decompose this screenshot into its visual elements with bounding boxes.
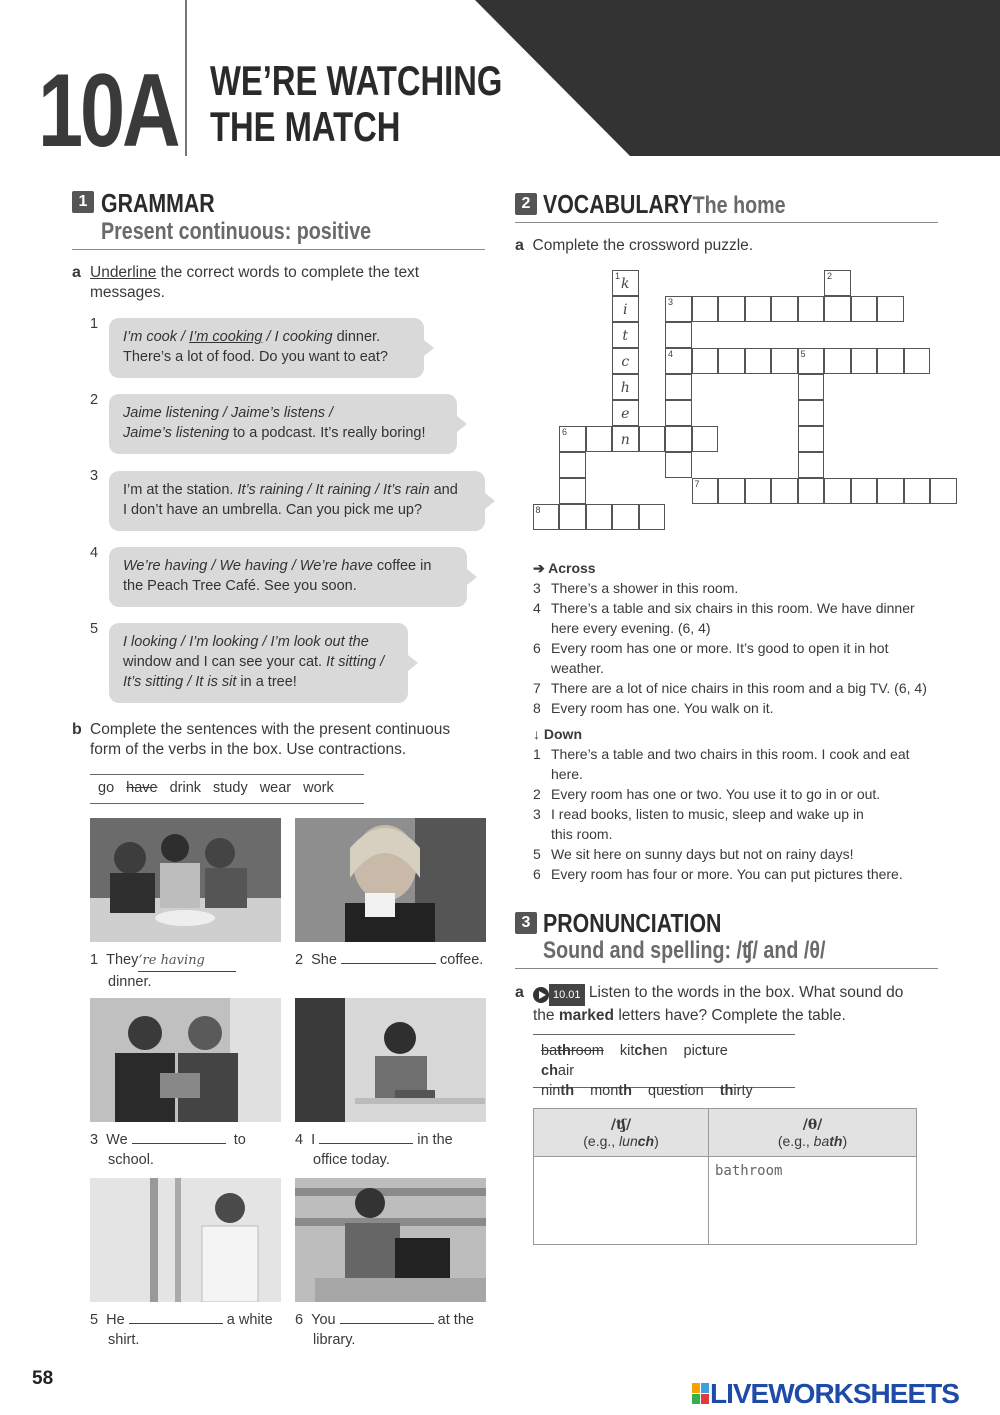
audio-play-button[interactable]: 10.01: [533, 984, 585, 1006]
clue-down: 3 I read books, listen to music, sleep and wake up in this room.: [533, 806, 864, 842]
vocabulary-section-number: 2: [515, 193, 537, 215]
crossword-cell[interactable]: [824, 296, 851, 322]
crossword-cell[interactable]: [798, 296, 825, 322]
crossword-cell[interactable]: [798, 478, 825, 504]
text-message-bubble: I’m at the station. It’s raining / It raining / It’s rain and I don’t have an umbrella. Can you pick me up?: [109, 471, 485, 531]
sound-word: thirty: [719, 1083, 753, 1099]
sound-word: kitchen: [619, 1043, 668, 1059]
message-number: 4: [90, 545, 99, 561]
crossword-letter: e: [621, 406, 630, 422]
crossword-clue-number: 5: [800, 349, 806, 359]
answer-blank[interactable]: [132, 1130, 226, 1144]
crossword-cell[interactable]: [559, 504, 586, 530]
crossword-letter: k: [621, 276, 630, 292]
message-number: 2: [90, 392, 99, 408]
sound-word: month: [590, 1083, 632, 1099]
clue-across: 8 Every room has one. You walk on it.: [533, 700, 774, 716]
crossword-cell[interactable]: [771, 348, 798, 374]
clue-down: 1 There’s a table and two chairs in this room. I cook and eat here.: [533, 746, 910, 782]
crossword-cell[interactable]: [612, 296, 639, 322]
crossword-cell[interactable]: [745, 348, 772, 374]
answer-blank[interactable]: [341, 950, 436, 964]
text-message-bubble: We’re having / We having / We’re have coffee in the Peach Tree Café. See you soon.: [109, 547, 467, 607]
message-number: 3: [90, 468, 99, 484]
verb-word: go: [98, 780, 115, 796]
crossword-clue-number: 2: [827, 271, 833, 281]
crossword-cell[interactable]: [665, 322, 692, 348]
crossword-cell[interactable]: [904, 348, 931, 374]
crossword-cell[interactable]: [718, 348, 745, 374]
page-title: WE’RE WATCHING THE MATCH: [210, 57, 503, 150]
sentence-1: 1 They’re having dinner.: [90, 950, 280, 992]
crossword-cell[interactable]: [798, 452, 825, 478]
crossword-cell[interactable]: [824, 270, 851, 296]
crossword-cell[interactable]: [745, 478, 772, 504]
crossword-cell[interactable]: [851, 296, 878, 322]
crossword-cell[interactable]: [771, 296, 798, 322]
title-divider: [185, 0, 187, 156]
crossword-cell[interactable]: [692, 478, 719, 504]
liveworksheets-logo: LIVEWORKSHEETS: [692, 1378, 959, 1410]
crossword-cell[interactable]: [798, 426, 825, 452]
photo-woman-office: [295, 998, 486, 1122]
crossword-clue-number: 6: [562, 427, 568, 437]
text-message-bubble: Jaime listening / Jaime’s listens / Jaime’s listening to a podcast. It’s really boring!: [109, 394, 457, 454]
crossword-clue-number: 8: [535, 505, 541, 515]
sound-word-box: [533, 1034, 795, 1099]
crossword-cell[interactable]: [586, 426, 613, 452]
crossword-cell[interactable]: [559, 452, 586, 478]
crossword-letter: n: [620, 432, 630, 448]
crossword-letter: c: [621, 354, 630, 370]
sound-table-header-th: /θ/ (e.g., bath): [709, 1109, 917, 1157]
photo-man-white-shirt: [90, 1178, 281, 1302]
answer-blank[interactable]: ’re having: [138, 951, 236, 972]
sound-word: question: [648, 1083, 704, 1099]
text-message-bubble: I looking / I’m looking / I’m look out the window and I can see your cat. It sitting / It’s sitting / It is sit in a tree!: [109, 623, 408, 703]
crossword-cell[interactable]: [930, 478, 957, 504]
grammar-heading: [72, 191, 94, 213]
clues-across: [533, 558, 953, 884]
crossword-clue-number: 4: [668, 349, 674, 359]
crossword-cell[interactable]: [718, 296, 745, 322]
answer-blank[interactable]: [129, 1310, 223, 1324]
sentence-2: 2 She coffee.: [295, 952, 484, 968]
crossword-cell[interactable]: [665, 348, 692, 374]
crossword-cell[interactable]: [798, 348, 825, 374]
page-number: 58: [32, 1368, 54, 1389]
sentence-5: 5 He a white shirt.: [90, 1312, 273, 1348]
crossword-cell[interactable]: [798, 374, 825, 400]
crossword-letter: t: [622, 328, 629, 344]
crossword-letter: i: [623, 302, 628, 318]
sound-table: [533, 1108, 917, 1245]
crossword-cell[interactable]: [877, 478, 904, 504]
clue-across: 6 Every room has one or more. It’s good to open it in hot weather.: [533, 640, 889, 676]
photo-boys-school: [90, 998, 281, 1122]
answer-blank[interactable]: [340, 1310, 434, 1324]
grammar-b-instruction: b Complete the sentences with the present continuous form of the verbs in the box. Use contractions.: [72, 721, 451, 758]
crossword-cell[interactable]: [665, 374, 692, 400]
crossword-cell[interactable]: [665, 426, 692, 452]
crossword-cell[interactable]: [692, 348, 719, 374]
crossword-cell[interactable]: [612, 322, 639, 348]
clue-down: 2 Every room has one or two. You use it to go in or out.: [533, 786, 881, 802]
clue-across: 3 There’s a shower in this room.: [533, 580, 739, 596]
crossword-cell[interactable]: [612, 504, 639, 530]
crossword-clue-number: 3: [668, 297, 674, 307]
answer-blank[interactable]: [319, 1130, 413, 1144]
message-number: 1: [90, 316, 99, 332]
vocabulary-heading: [515, 193, 537, 215]
clue-across: 7 There are a lot of nice chairs in this room and a big TV. (6, 4): [533, 680, 927, 696]
vocabulary-a-instruction: a Complete the crossword puzzle.: [515, 237, 754, 254]
crossword-cell[interactable]: [824, 348, 851, 374]
vocabulary-title: VOCABULARYThe home: [543, 189, 786, 219]
crossword-cell[interactable]: [851, 478, 878, 504]
crossword-cell[interactable]: [586, 504, 613, 530]
sound-word-crossed: bathroom: [541, 1043, 604, 1059]
clue-across: 4 There’s a table and six chairs in this room. We have dinner here every evening. (6, 4): [533, 600, 915, 636]
crossword-cell[interactable]: [851, 348, 878, 374]
verb-word: drink: [169, 780, 202, 796]
crossword-cell[interactable]: [639, 504, 666, 530]
crossword-letter: h: [620, 380, 630, 396]
sound-table-header-ch: /ʧ/ (e.g., lunch): [534, 1109, 709, 1157]
sound-word: ninth: [541, 1083, 575, 1099]
grammar-a-instruction: a Underline the correct words to complete the text messages.: [72, 264, 420, 301]
verb-word: work: [303, 780, 334, 796]
crossword-cell[interactable]: [665, 452, 692, 478]
verb-word: wear: [259, 780, 292, 796]
unit-number: 10A: [38, 53, 178, 169]
across-heading: ➔ Across: [533, 560, 596, 576]
crossword-cell[interactable]: [877, 296, 904, 322]
photo-woman-coffee: [295, 818, 486, 942]
crossword-cell[interactable]: [665, 296, 692, 322]
crossword-clue-number: 7: [694, 479, 700, 489]
crossword-cell[interactable]: [612, 400, 639, 426]
pronunciation-a-instruction: a 10.01 Listen to the words in the box. What sound do the marked letters have? Complete the table.: [515, 984, 904, 1024]
grammar-section-number: 1: [72, 191, 94, 213]
crossword-cell[interactable]: [612, 270, 639, 296]
clue-down: 6 Every room has four or more. You can put pictures there.: [533, 866, 903, 882]
crossword-cell[interactable]: [692, 296, 719, 322]
pronunciation-section-number: 3: [515, 912, 537, 934]
liveworksheets-icon: [692, 1383, 710, 1405]
crossword-cell[interactable]: [824, 478, 851, 504]
pronunciation-title: PRONUNCIATION: [543, 908, 722, 938]
crossword-cell[interactable]: [745, 296, 772, 322]
grammar-subtitle: Present continuous: positive: [101, 218, 372, 245]
down-heading: ↓ Down: [533, 726, 582, 742]
photo-man-library: [295, 1178, 486, 1302]
text-message-bubble: I’m cook / I’m cooking / I cooking dinner. There’s a lot of food. Do you want to eat?: [109, 318, 424, 378]
crossword-cell[interactable]: [559, 426, 586, 452]
crossword-cell[interactable]: [533, 504, 560, 530]
photo-friends-dinner: [90, 818, 281, 942]
sentence-6: 6 You at the library.: [295, 1312, 474, 1348]
grammar-rule: [72, 249, 485, 250]
crossword-clue-number: 1: [615, 271, 621, 281]
crossword-cell[interactable]: [798, 400, 825, 426]
crossword-cell[interactable]: [612, 348, 639, 374]
crossword-cell[interactable]: [692, 426, 719, 452]
verb-box: [90, 774, 364, 804]
crossword-cell[interactable]: [904, 478, 931, 504]
grammar-title: GRAMMAR: [101, 188, 215, 218]
sentence-3: 3 We to school.: [90, 1132, 246, 1168]
pronunciation-subtitle: Sound and spelling: /ʧ/ and /θ/: [543, 937, 826, 964]
verb-word: study: [213, 780, 248, 796]
crossword-cell[interactable]: [877, 348, 904, 374]
vocabulary-rule: [515, 222, 938, 223]
crossword-cell[interactable]: [612, 374, 639, 400]
crossword-cell[interactable]: [718, 478, 745, 504]
pronunciation-rule: [515, 968, 938, 969]
vocabulary-subtitle: The home: [692, 192, 786, 219]
pronunciation-heading: [515, 912, 537, 934]
message-number: 5: [90, 621, 99, 637]
crossword-cell[interactable]: [559, 478, 586, 504]
sentence-4: 4 I in the office today.: [295, 1132, 453, 1168]
verb-word-crossed: have: [126, 780, 158, 796]
crossword-cell[interactable]: [771, 478, 798, 504]
crossword-cell[interactable]: [639, 426, 666, 452]
crossword-cell[interactable]: [612, 426, 639, 452]
sound-table-th-cell[interactable]: bathroom: [709, 1157, 917, 1245]
crossword-cell[interactable]: [665, 400, 692, 426]
sound-word: chair: [541, 1063, 575, 1079]
play-icon: [533, 987, 549, 1003]
sound-word: picture: [683, 1043, 728, 1059]
clue-down: 5 We sit here on sunny days but not on rainy days!: [533, 846, 854, 862]
sound-table-ch-cell[interactable]: [534, 1157, 709, 1245]
